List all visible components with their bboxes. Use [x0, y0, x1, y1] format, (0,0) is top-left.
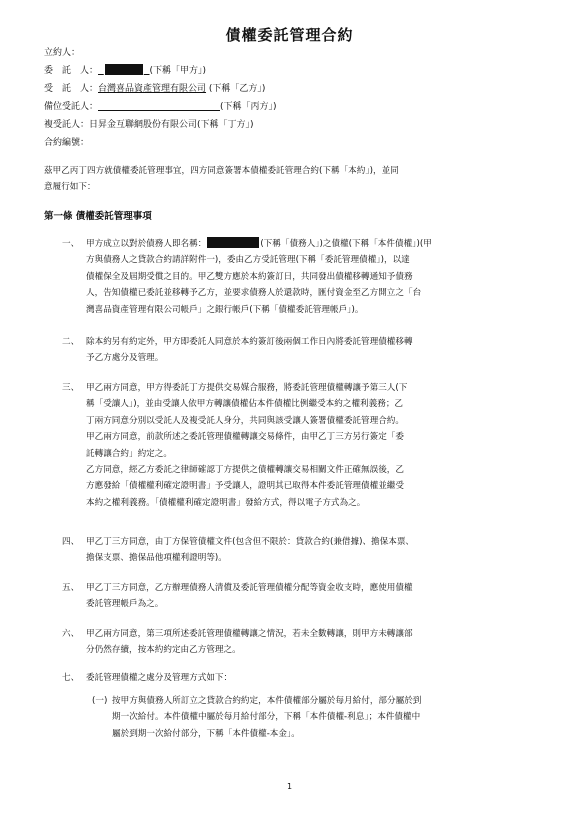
entrustor-suffix: (下稱「甲方」): [149, 66, 207, 76]
clause-body: [86, 580, 413, 613]
clause-line: 甲方成立以對於債務人即名稱： (下稱「債務人」)之債權(下稱「本件債權」)(甲: [86, 239, 432, 249]
clause-line: 除本約另有約定外，甲方即委託人同意於本約簽訂後兩個工作日內將委託管理債權移轉: [86, 337, 413, 347]
clause-line: 丁兩方同意分別以受託人及複受託人身分，共同與該受讓人簽署債權委託管理合約。: [86, 415, 404, 426]
clause-body: [86, 380, 407, 511]
clause-line: 委託管理債權之處分及管理方式如下：: [86, 673, 233, 683]
clause-line: 甲乙丁三方同意，乙方辦理債務人清償及委託管理債權分配等資金收支時，應使用債權: [86, 583, 413, 593]
clause-number: 一、: [62, 239, 80, 249]
clause-line: 期一次給付。本件債權中屬於每月給付部分，下稱「本件債權-利息」；本件債權中: [112, 712, 421, 723]
clause-line: 予乙方處分及管理。: [86, 353, 164, 364]
clause-line: 債權保全及屆期受償之目的。甲乙雙方應於本約簽訂日，共同發出債權移轉通知予債務: [86, 271, 413, 282]
clause-body: [86, 626, 413, 659]
clause-number: 二、: [62, 337, 80, 347]
preamble-line: 茲甲乙丙丁四方就債權委託管理事宜，四方同意簽署本債權委託管理合約(下稱「本約」)，並同: [44, 166, 399, 176]
trustee-label: 受 託 人：: [44, 84, 99, 94]
entrustor-label: 委 託 人：: [44, 66, 99, 76]
clause-line: 分仍然存續，按本約約定由乙方管理之。: [86, 645, 241, 656]
clause-number: 七、: [62, 673, 80, 683]
clause-line: 人，告知債權已委託並移轉予乙方，並要求債務人於還款時，匯付資金至乙方開立之「台: [86, 288, 422, 299]
clause-body: [86, 236, 432, 318]
clause-line: 甲乙丁三方同意，由丁方保管債權文件(包含但不限於：貸款合約(兼借據)、擔保本票、: [86, 537, 415, 547]
sub-trustee-line: 複受託人：日昇金互聯網股份有限公司(下稱「丁方」): [44, 120, 254, 130]
entrustor-line: [44, 64, 206, 78]
redaction-block: [105, 64, 143, 75]
page-number: 1: [286, 782, 293, 791]
parties-heading: 立約人：: [44, 48, 81, 58]
clause-body: [86, 670, 232, 686]
clause-line: 擔保支票、擔保品他項權利證明等)。: [86, 553, 227, 564]
standby-blank-line: [98, 101, 220, 111]
entrustor-name-redacted: [98, 66, 149, 76]
trustee-suffix: (下稱「乙方」): [208, 84, 266, 94]
clause-number: 三、: [62, 383, 80, 393]
standby-trustee-line: [44, 100, 277, 114]
clause-line: 灣喜品資產管理有限公司帳戶」之銀行帳戶(下稱「債權委託管理帳戶」)。: [86, 304, 364, 315]
preamble: [44, 163, 399, 195]
clause-line: 甲乙兩方同意，第三項所述委託管理債權轉讓之情況，若未全數轉讓，則甲方未轉讓部: [86, 629, 413, 639]
article-heading: 第一條 債權委託管理事項: [44, 211, 152, 222]
contract-number-line: 合約編號：: [44, 138, 90, 148]
contract-title: 債權委託管理合約: [225, 26, 354, 44]
clause-line: 按甲方與債務人所訂立之貸款合約約定，本件債權部分屬於每月給付，部分屬於到: [112, 696, 422, 706]
clause-number: 四、: [62, 537, 80, 547]
standby-label: 備位受託人：: [44, 102, 99, 112]
clause-line: 方應發給「債權權利確定證明書」予受讓人，證明其已取得本件委託管理債權並繼受: [86, 481, 404, 492]
clause-line: 方與債務人之貸款合約請詳附件一)，委由乙方受託管理(下稱「委託管理債權」)，以達: [86, 255, 410, 266]
clause-line: 委託管理帳戶為之。: [86, 599, 164, 610]
clause-line: 託轉讓合約」約定之。: [86, 448, 172, 459]
trustee-line: [44, 82, 265, 96]
redaction-block: [207, 237, 259, 248]
clause-line: 本約之權利義務。「債權權利確定證明書」發給方式，得以電子方式為之。: [86, 497, 366, 508]
clause-number: 六、: [62, 629, 80, 639]
clause-line: 乙方同意，經乙方委託之律師確認丁方提供之債權轉讓交易相關文件正確無誤後，乙: [86, 465, 404, 476]
trustee-name: 台灣喜品資產管理有限公司: [98, 84, 207, 94]
clause-body: [86, 334, 413, 367]
clause-line: 甲乙兩方同意，前款所述之委託管理債權轉讓交易條件，由甲乙丁三方另行簽定「委: [86, 432, 404, 443]
clause-line: 稱「受讓人」)，並由受讓人依甲方轉讓債權佔本件債權比例繼受本約之權利義務；乙: [86, 399, 404, 410]
clause-body: [112, 693, 421, 742]
standby-suffix: (下稱「丙方」): [220, 102, 277, 112]
clause-line: 甲乙兩方同意，甲方得委託丁方提供交易媒合服務，將委託管理債權轉讓予第三人(下: [86, 383, 408, 393]
clause-line: 屬於到期一次給付部分，下稱「本件債權-本金」。: [112, 728, 300, 739]
clause-body: [86, 534, 414, 567]
clause-number: 五、: [62, 583, 80, 593]
clause-number: (一): [92, 696, 108, 706]
preamble-line: 意履行如下：: [44, 182, 96, 192]
